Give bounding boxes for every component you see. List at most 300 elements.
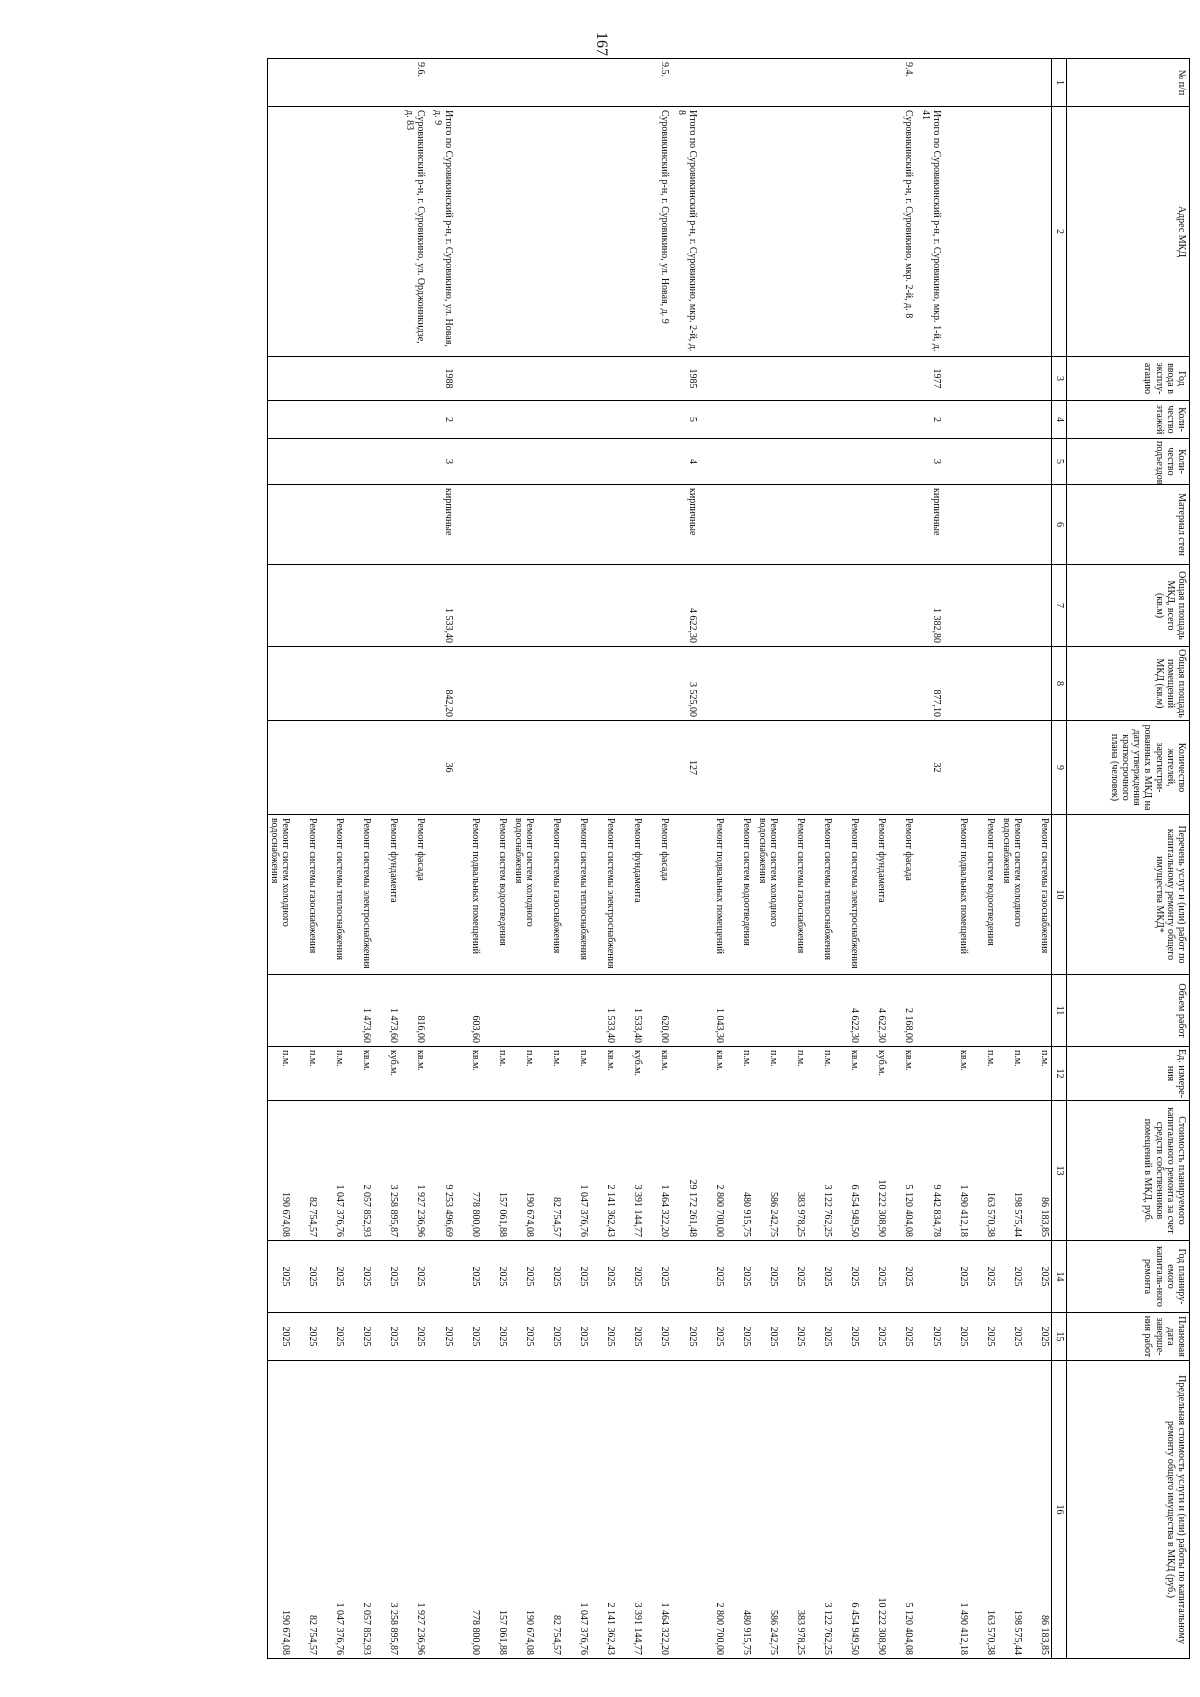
cell-total-area [590, 565, 617, 647]
cell-year-built [400, 357, 427, 401]
cell-work-volume [482, 975, 509, 1047]
cell-residents [482, 721, 509, 815]
cell-address [455, 107, 482, 357]
cell-floors [753, 401, 780, 439]
table-row [373, 59, 400, 1659]
cell-floors [807, 401, 834, 439]
cell-floors [943, 401, 970, 439]
cell-work-volume: 816,00 [400, 975, 427, 1047]
cell-entrances [997, 439, 1024, 485]
column-number: 16 [1052, 1361, 1067, 1659]
cell-year-built [536, 357, 563, 401]
cell-wall-material: кирпичные [915, 485, 943, 565]
cell-address [319, 107, 346, 357]
cell-max-cost: 2 057 852,93 [346, 1361, 373, 1659]
cell-year-built [943, 357, 970, 401]
cell-repair-year: 2025 [563, 1241, 590, 1313]
cell-work-volume [427, 975, 455, 1047]
cell-work-type: Ремонт фундамента [373, 815, 400, 975]
cell-floors [644, 401, 671, 439]
cell-max-cost: 82 754,57 [536, 1361, 563, 1659]
cell-residents [780, 721, 807, 815]
capital-repair-table [267, 58, 1190, 1659]
cell-work-volume: 1 473,60 [373, 975, 400, 1047]
cell-max-cost: 1 927 236,96 [400, 1361, 427, 1659]
cell-max-cost [671, 1361, 699, 1659]
cell-total-area [563, 565, 590, 647]
cell-residents [861, 721, 888, 815]
cell-completion-date: 2025 [644, 1313, 671, 1361]
cell-wall-material [563, 485, 590, 565]
cell-work-volume [997, 975, 1024, 1047]
cell-unit: кв.м. [644, 1047, 671, 1101]
cell-repair-cost: 1 047 376,76 [319, 1101, 346, 1241]
cell-row-number [536, 59, 563, 107]
cell-unit: п.м. [753, 1047, 780, 1101]
cell-floors [997, 401, 1024, 439]
cell-entrances [753, 439, 780, 485]
cell-entrances [644, 439, 671, 485]
cell-row-number [699, 59, 726, 107]
cell-address: Итого по Суровикинский р-н, г. Суровикино, ул. Новая, д. 9 [427, 107, 455, 357]
cell-completion-date: 2025 [346, 1313, 373, 1361]
cell-unit [671, 1047, 699, 1101]
cell-wall-material [292, 485, 319, 565]
cell-max-cost: 3 391 144,77 [617, 1361, 644, 1659]
cell-work-type: Ремонт фундамента [861, 815, 888, 975]
cell-unit: п.м. [292, 1047, 319, 1101]
cell-year-built [267, 357, 292, 401]
cell-residents [536, 721, 563, 815]
cell-max-cost: 1 047 376,76 [319, 1361, 346, 1659]
cell-premises-area: 3 525,00 [671, 647, 699, 721]
cell-completion-date: 2025 [807, 1313, 834, 1361]
cell-total-area: 1 382,80 [915, 565, 943, 647]
header-cell: Количество жителей, зарегистри-рованных в МКД на дату утверждения краткосрочного плана (человек) [1067, 721, 1190, 815]
cell-wall-material [346, 485, 373, 565]
cell-floors [726, 401, 753, 439]
cell-floors [319, 401, 346, 439]
cell-total-area [455, 565, 482, 647]
cell-work-volume: 2 168,00 [888, 975, 915, 1047]
cell-work-volume [1024, 975, 1052, 1047]
cell-work-volume: 4 622,30 [834, 975, 861, 1047]
cell-unit: кв.м. [455, 1047, 482, 1101]
cell-repair-year: 2025 [590, 1241, 617, 1313]
cell-completion-date: 2025 [780, 1313, 807, 1361]
cell-max-cost: 190 674,08 [509, 1361, 536, 1659]
cell-repair-year: 2025 [617, 1241, 644, 1313]
cell-entrances [943, 439, 970, 485]
cell-repair-cost: 2 800 700,00 [699, 1101, 726, 1241]
cell-premises-area [888, 647, 915, 721]
table-row [726, 59, 753, 1659]
cell-address [509, 107, 536, 357]
table-row [563, 59, 590, 1659]
cell-work-volume [509, 975, 536, 1047]
table-row [427, 59, 455, 1659]
cell-repair-cost: 86 183,85 [1024, 1101, 1052, 1241]
cell-premises-area: 842,20 [427, 647, 455, 721]
column-number: 4 [1052, 401, 1067, 439]
cell-max-cost [915, 1361, 943, 1659]
cell-max-cost: 1 490 412,18 [943, 1361, 970, 1659]
cell-premises-area [780, 647, 807, 721]
cell-floors [400, 401, 427, 439]
cell-floors [373, 401, 400, 439]
cell-floors [346, 401, 373, 439]
cell-repair-year: 2025 [482, 1241, 509, 1313]
header-cell: Коли-чество подъездов [1067, 439, 1190, 485]
cell-work-type: Ремонт систем холодного водоснабжения [753, 815, 780, 975]
header-row [1067, 59, 1190, 1659]
cell-completion-date: 2025 [861, 1313, 888, 1361]
cell-work-volume: 4 622,30 [861, 975, 888, 1047]
cell-unit: кв.м. [888, 1047, 915, 1101]
cell-year-built [509, 357, 536, 401]
column-number-row [1052, 59, 1067, 1659]
table-row [617, 59, 644, 1659]
cell-max-cost [427, 1361, 455, 1659]
cell-residents [1024, 721, 1052, 815]
cell-total-area [617, 565, 644, 647]
cell-completion-date: 2025 [427, 1313, 455, 1361]
cell-unit: п.м. [536, 1047, 563, 1101]
cell-year-built [455, 357, 482, 401]
cell-premises-area [292, 647, 319, 721]
cell-repair-cost: 3 122 762,25 [807, 1101, 834, 1241]
header-cell: Предельная стоимость услуги и (или) работы по капитальному ремонту общего имущества в МКД (руб.) [1067, 1361, 1190, 1659]
cell-repair-cost: 190 674,08 [267, 1101, 292, 1241]
cell-repair-cost: 2 057 852,93 [346, 1101, 373, 1241]
cell-floors [563, 401, 590, 439]
cell-unit: п.м. [997, 1047, 1024, 1101]
cell-work-volume: 1 473,60 [346, 975, 373, 1047]
cell-year-built [997, 357, 1024, 401]
cell-completion-date: 2025 [509, 1313, 536, 1361]
cell-wall-material [455, 485, 482, 565]
cell-repair-year: 2025 [536, 1241, 563, 1313]
cell-unit: кв.м. [400, 1047, 427, 1101]
cell-floors [1024, 401, 1052, 439]
cell-row-number [807, 59, 834, 107]
cell-wall-material [319, 485, 346, 565]
cell-repair-year: 2025 [943, 1241, 970, 1313]
cell-floors [970, 401, 997, 439]
cell-premises-area [970, 647, 997, 721]
table-row [509, 59, 536, 1659]
cell-year-built: 1988 [427, 357, 455, 401]
cell-work-volume [780, 975, 807, 1047]
cell-max-cost: 86 183,85 [1024, 1361, 1052, 1659]
cell-work-type: Ремонт систем холодного водоснабжения [997, 815, 1024, 975]
header-cell: Стоимость планируемого капитального ремонта за счет средств собственников помещений в МКД, руб. [1067, 1101, 1190, 1241]
header-cell: Адрес МКД [1067, 107, 1190, 357]
cell-work-type: Ремонт системы газоснабжения [536, 815, 563, 975]
cell-premises-area [590, 647, 617, 721]
cell-entrances [267, 439, 292, 485]
cell-address [1024, 107, 1052, 357]
cell-year-built [834, 357, 861, 401]
cell-work-type: Ремонт системы электроснабжения [346, 815, 373, 975]
table-row [590, 59, 617, 1659]
cell-address [536, 107, 563, 357]
cell-unit: кв.м. [699, 1047, 726, 1101]
cell-repair-year [915, 1241, 943, 1313]
cell-year-built [292, 357, 319, 401]
cell-residents: 127 [671, 721, 699, 815]
cell-work-type [671, 815, 699, 975]
cell-premises-area [509, 647, 536, 721]
table-row [400, 59, 427, 1659]
cell-premises-area [943, 647, 970, 721]
cell-work-volume [970, 975, 997, 1047]
column-number: 1 [1052, 59, 1067, 107]
cell-floors [590, 401, 617, 439]
table-row [943, 59, 970, 1659]
cell-address [267, 107, 292, 357]
header-cell: Объем работ [1067, 975, 1190, 1047]
cell-entrances [699, 439, 726, 485]
cell-completion-date: 2025 [536, 1313, 563, 1361]
cell-premises-area [400, 647, 427, 721]
cell-premises-area [861, 647, 888, 721]
cell-entrances [888, 439, 915, 485]
cell-premises-area [617, 647, 644, 721]
table-row [267, 59, 292, 1659]
cell-row-number [1024, 59, 1052, 107]
cell-entrances: 4 [671, 439, 699, 485]
table-row [780, 59, 807, 1659]
cell-row-number [373, 59, 400, 107]
cell-repair-year: 2025 [888, 1241, 915, 1313]
table-row [699, 59, 726, 1659]
cell-premises-area [455, 647, 482, 721]
cell-wall-material: кирпичные [427, 485, 455, 565]
cell-unit: п.м. [726, 1047, 753, 1101]
cell-repair-year: 2025 [807, 1241, 834, 1313]
cell-wall-material [699, 485, 726, 565]
cell-completion-date: 2025 [482, 1313, 509, 1361]
cell-year-built [753, 357, 780, 401]
cell-repair-cost: 480 915,75 [726, 1101, 753, 1241]
cell-residents: 36 [427, 721, 455, 815]
cell-repair-cost: 29 172 261,48 [671, 1101, 699, 1241]
cell-total-area [400, 565, 427, 647]
cell-row-number [292, 59, 319, 107]
cell-year-built [888, 357, 915, 401]
cell-floors [699, 401, 726, 439]
cell-premises-area [346, 647, 373, 721]
cell-repair-cost: 1 047 376,76 [563, 1101, 590, 1241]
cell-repair-cost: 1 490 412,18 [943, 1101, 970, 1241]
header-cell: Общая площадь МКД, всего (кв.м) [1067, 565, 1190, 647]
cell-repair-cost: 6 454 949,50 [834, 1101, 861, 1241]
cell-repair-cost: 5 120 404,08 [888, 1101, 915, 1241]
column-number: 6 [1052, 485, 1067, 565]
cell-repair-year: 2025 [834, 1241, 861, 1313]
cell-premises-area [753, 647, 780, 721]
cell-row-number [997, 59, 1024, 107]
cell-floors [780, 401, 807, 439]
cell-row-number [482, 59, 509, 107]
cell-repair-cost: 1 464 322,20 [644, 1101, 671, 1241]
cell-completion-date: 2025 [671, 1313, 699, 1361]
cell-residents [455, 721, 482, 815]
table-row [319, 59, 346, 1659]
header-cell: Перечень услуг и (или) работ по капитальному ремонту общего имущества МКД* [1067, 815, 1190, 975]
cell-year-built [617, 357, 644, 401]
cell-work-volume [671, 975, 699, 1047]
cell-total-area [970, 565, 997, 647]
cell-work-type: Ремонт фасада [888, 815, 915, 975]
cell-total-area [509, 565, 536, 647]
cell-total-area [699, 565, 726, 647]
cell-entrances [861, 439, 888, 485]
cell-residents [943, 721, 970, 815]
cell-unit: куб.м. [617, 1047, 644, 1101]
cell-total-area [644, 565, 671, 647]
cell-row-number [346, 59, 373, 107]
cell-completion-date: 2025 [699, 1313, 726, 1361]
cell-repair-year: 2025 [780, 1241, 807, 1313]
cell-wall-material [482, 485, 509, 565]
cell-year-built [319, 357, 346, 401]
cell-max-cost: 3 122 762,25 [807, 1361, 834, 1659]
cell-residents [400, 721, 427, 815]
cell-completion-date: 2025 [834, 1313, 861, 1361]
cell-year-built [346, 357, 373, 401]
cell-address [943, 107, 970, 357]
cell-max-cost: 10 222 308,90 [861, 1361, 888, 1659]
column-number: 3 [1052, 357, 1067, 401]
cell-completion-date: 2025 [400, 1313, 427, 1361]
cell-row-number [617, 59, 644, 107]
cell-residents [753, 721, 780, 815]
cell-work-type: Ремонт фундамента [617, 815, 644, 975]
cell-repair-cost: 9 253 496,69 [427, 1101, 455, 1241]
cell-total-area: 1 533,40 [427, 565, 455, 647]
column-number: 2 [1052, 107, 1067, 357]
cell-repair-cost: 82 754,57 [536, 1101, 563, 1241]
cell-unit: кв.м. [834, 1047, 861, 1101]
cell-total-area [1024, 565, 1052, 647]
cell-address [970, 107, 997, 357]
cell-premises-area [267, 647, 292, 721]
cell-premises-area [807, 647, 834, 721]
cell-entrances [780, 439, 807, 485]
cell-max-cost: 190 674,08 [267, 1361, 292, 1659]
cell-residents: 32 [915, 721, 943, 815]
cell-repair-year: 2025 [644, 1241, 671, 1313]
cell-unit: п.м. [319, 1047, 346, 1101]
column-number: 15 [1052, 1313, 1067, 1361]
cell-entrances [807, 439, 834, 485]
cell-address: Итого по Суровикинский р-н, г. Суровикино, мкр. 1-й, д. 41 [915, 107, 943, 357]
cell-repair-cost: 9 442 834,78 [915, 1101, 943, 1241]
cell-floors [455, 401, 482, 439]
cell-total-area [888, 565, 915, 647]
cell-unit: п.м. [970, 1047, 997, 1101]
cell-total-area [943, 565, 970, 647]
cell-wall-material [997, 485, 1024, 565]
cell-row-number [319, 59, 346, 107]
column-number: 5 [1052, 439, 1067, 485]
cell-repair-cost: 190 674,08 [509, 1101, 536, 1241]
cell-max-cost: 1 047 376,76 [563, 1361, 590, 1659]
cell-completion-date: 2025 [590, 1313, 617, 1361]
cell-year-built [970, 357, 997, 401]
cell-row-number [455, 59, 482, 107]
cell-wall-material [267, 485, 292, 565]
header-cell: Плановая дата заверше-ния работ [1067, 1313, 1190, 1361]
cell-wall-material [807, 485, 834, 565]
cell-address: Суровикинский р-н, г. Суровикино, мкр. 2-й, д. 8 [888, 107, 915, 357]
cell-wall-material [509, 485, 536, 565]
header-cell: Год планиру-емого капиталь-ного ремонта [1067, 1241, 1190, 1313]
column-number: 14 [1052, 1241, 1067, 1313]
header-cell: Ед. измере-ния [1067, 1047, 1190, 1101]
cell-repair-cost: 383 978,25 [780, 1101, 807, 1241]
cell-year-built [563, 357, 590, 401]
column-number: 7 [1052, 565, 1067, 647]
cell-entrances [563, 439, 590, 485]
table-row [997, 59, 1024, 1659]
cell-max-cost: 2 800 700,00 [699, 1361, 726, 1659]
cell-row-number [267, 59, 292, 107]
cell-address: Суровикинский р-н, г. Суровикино, ул. Орджоникидзе, д. 83 [400, 107, 427, 357]
cell-work-type: Ремонт подвальных помещений [455, 815, 482, 975]
table-row [915, 59, 943, 1659]
cell-premises-area [373, 647, 400, 721]
cell-row-number [834, 59, 861, 107]
cell-work-type: Ремонт системы теплоснабжения [807, 815, 834, 975]
cell-row-number [563, 59, 590, 107]
cell-year-built [1024, 357, 1052, 401]
cell-wall-material [1024, 485, 1052, 565]
cell-row-number: 9.4. [888, 59, 915, 107]
cell-completion-date: 2025 [563, 1313, 590, 1361]
cell-repair-year: 2025 [509, 1241, 536, 1313]
cell-residents [563, 721, 590, 815]
column-number: 8 [1052, 647, 1067, 721]
table-row [970, 59, 997, 1659]
cell-max-cost: 3 258 895,87 [373, 1361, 400, 1659]
cell-unit: п.м. [482, 1047, 509, 1101]
cell-completion-date: 2025 [888, 1313, 915, 1361]
cell-total-area [726, 565, 753, 647]
cell-max-cost: 480 915,75 [726, 1361, 753, 1659]
cell-premises-area [699, 647, 726, 721]
cell-residents [888, 721, 915, 815]
table-row [482, 59, 509, 1659]
cell-year-built [699, 357, 726, 401]
cell-total-area [997, 565, 1024, 647]
cell-residents [590, 721, 617, 815]
table-row [346, 59, 373, 1659]
cell-residents [617, 721, 644, 815]
cell-work-volume [753, 975, 780, 1047]
cell-entrances [346, 439, 373, 485]
cell-repair-cost: 3 258 895,87 [373, 1101, 400, 1241]
cell-entrances: 3 [915, 439, 943, 485]
cell-address [780, 107, 807, 357]
cell-completion-date: 2025 [753, 1313, 780, 1361]
cell-completion-date: 2025 [726, 1313, 753, 1361]
cell-repair-year: 2025 [346, 1241, 373, 1313]
column-number: 11 [1052, 975, 1067, 1047]
cell-work-volume [267, 975, 292, 1047]
